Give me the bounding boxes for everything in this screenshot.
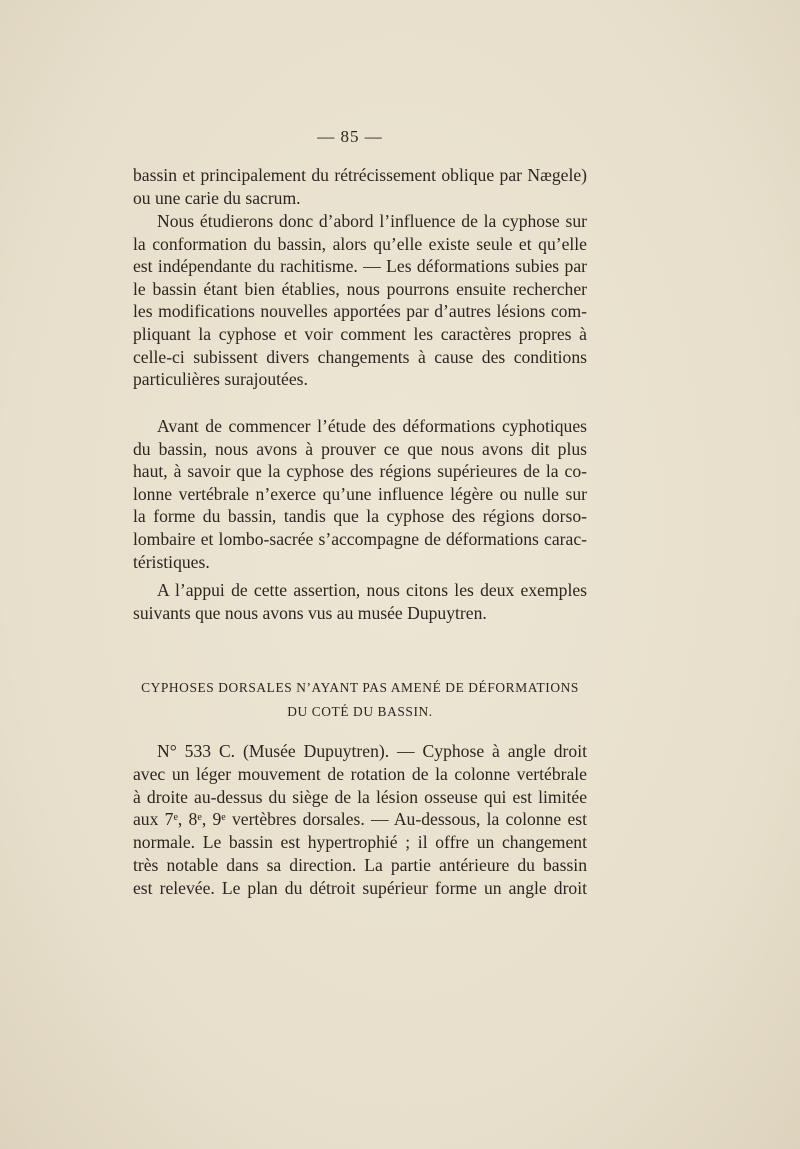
text-fragment: aux 7: [133, 809, 174, 830]
section-heading-line: CYPHOSES DORSALES N’AYANT PAS AMENÉ DE DÉFORMATIONS: [141, 680, 579, 695]
case-description: [133, 740, 587, 900]
text-line: le bassin étant bien établies, nous pourrons ensuite rechercher: [133, 278, 587, 299]
text-line: [133, 808, 587, 831]
text-line: lombaire et lombo-sacrée s’accompagne de déformations carac-: [133, 528, 587, 549]
text-line: Nous étudierons donc d’abord l’influence de la cyphose sur: [157, 211, 587, 231]
superscript: e: [173, 812, 178, 824]
text-line: bassin et principalement du rétrécissement oblique par Nægele): [133, 165, 587, 185]
text-line: avec un léger mouvement de rotation de la colonne vertébrale: [133, 763, 587, 784]
text-line: haut, à savoir que la cyphose des régions supérieures de la co-: [133, 461, 587, 482]
section-heading-line: DU COTÉ DU BASSIN.: [287, 704, 433, 719]
text-line: très notable dans sa direction. La partie antérieure du bassin: [133, 854, 587, 875]
page-number: — 85 —: [317, 127, 383, 146]
paragraph-examples: [133, 579, 587, 624]
text-fragment: , 8: [177, 809, 198, 830]
section-heading: [133, 676, 587, 724]
paragraph-continuation: [133, 164, 587, 209]
text-line: les modifications nouvelles apportées par d’autres lésions com-: [133, 301, 587, 322]
text-line: celle-ci subissent divers changements à cause des conditions: [133, 346, 587, 367]
text-line: Avant de commencer l’étude des déformations cyphotiques: [157, 416, 587, 436]
text-line: normale. Le bassin est hypertrophié ; il offre un changement: [133, 832, 587, 853]
text-line: téristiques.: [133, 551, 210, 572]
text-line: lonne vertébrale n’exerce qu’une influence légère ou nulle sur: [133, 483, 587, 504]
superscript: e: [221, 812, 226, 824]
text-line: N° 533 C. (Musée Dupuytren). — Cyphose à angle droit: [157, 741, 587, 761]
text-fragment: vertèbres dorsales. — Au-dessous, la colonne est: [225, 809, 588, 830]
text-line: du bassin, nous avons à prouver ce que nous avons dit plus: [133, 438, 587, 459]
superscript: e: [197, 812, 202, 824]
text-line: particulières surajoutées.: [133, 369, 308, 390]
text-line: la forme du bassin, tandis que la cyphose des régions dorso-: [133, 506, 587, 527]
text-line: la conformation du bassin, alors qu’elle existe seule et qu’elle: [133, 233, 587, 254]
text-line: suivants que nous avons vus au musée Dupuytren.: [133, 602, 487, 623]
paragraph-study-plan: [133, 210, 587, 391]
text-line: est relevée. Le plan du détroit supérieur forme un angle droit: [133, 877, 587, 898]
paragraph-assertion: [133, 415, 587, 573]
text-line: A l’appui de cette assertion, nous citons les deux exemples: [157, 580, 587, 600]
text-line: est indépendante du rachitisme. — Les déformations subies par: [133, 256, 587, 277]
text-line: à droite au-dessus du siège de la lésion osseuse qui est limitée: [133, 786, 587, 807]
text-line: ou une carie du sacrum.: [133, 187, 301, 208]
text-line: pliquant la cyphose et voir comment les caractères propres à: [133, 323, 587, 344]
text-fragment: , 9: [201, 809, 222, 830]
